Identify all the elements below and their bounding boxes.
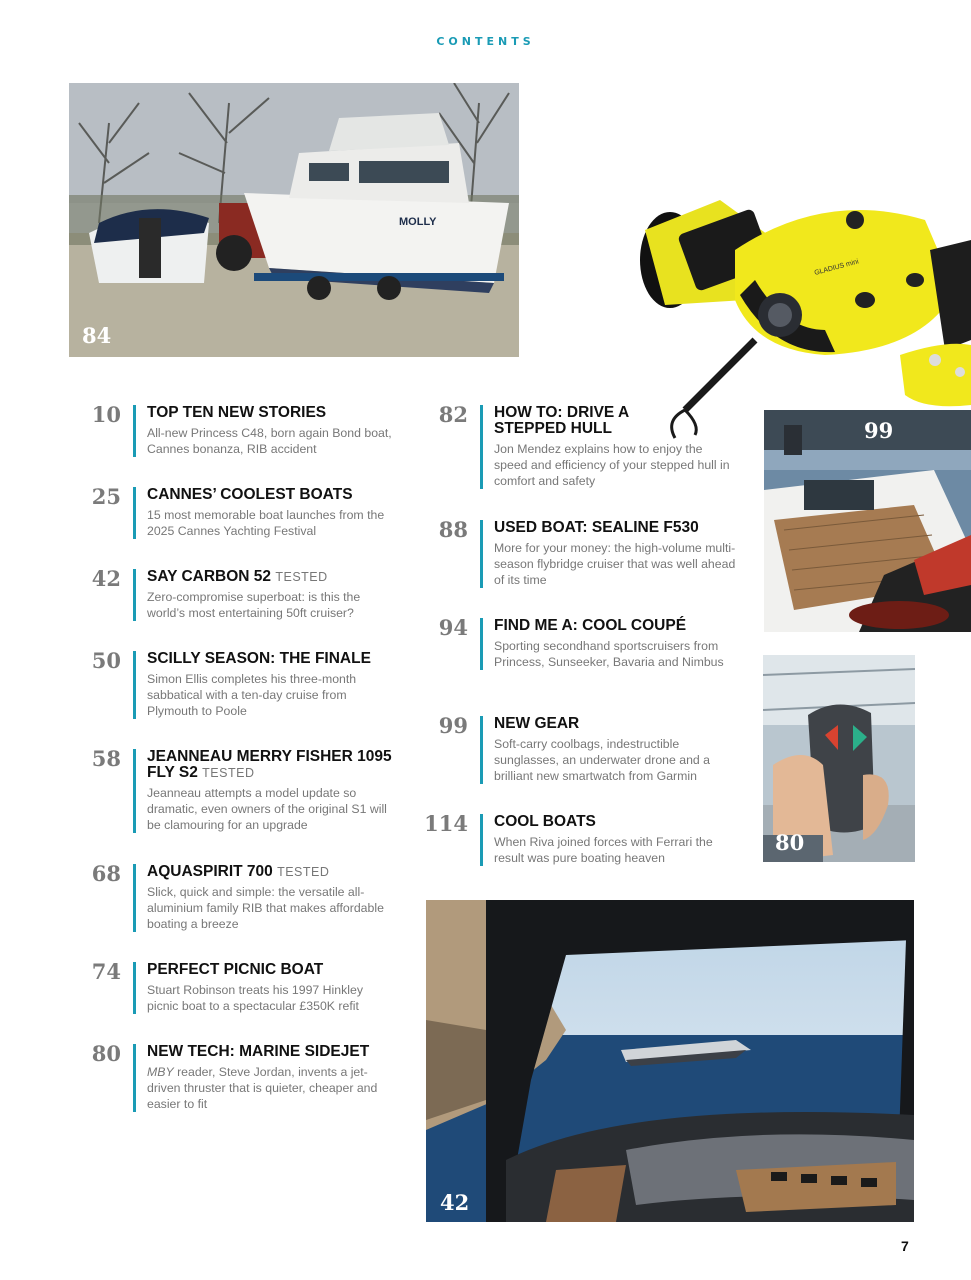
toc-page-number: 42	[91, 566, 121, 591]
toc-description: Stuart Robinson treats his 1997 Hinkley picnic boat to a spectacular £350K refit	[147, 983, 363, 1013]
toc-title: HOW TO: DRIVE A STEPPED HULL	[494, 404, 629, 437]
toc-title: TOP TEN NEW STORIES	[147, 404, 327, 421]
toc-description: Sporting secondhand sportscruisers from Princess, Sunseeker, Bavaria and Nimbus	[494, 639, 724, 669]
magazine-abbrev: MBY	[147, 1065, 174, 1079]
photo-page-number: 80	[775, 830, 805, 855]
toc-item[interactable]	[91, 484, 396, 539]
toc-title: FIND ME A: COOL COUPÉ	[494, 617, 687, 634]
toc-title: USED BOAT: SEALINE F530	[494, 519, 699, 536]
boat-name-text: MOLLY	[399, 216, 437, 228]
toc-title: JEANNEAU MERRY FISHER 1095 FLY S2	[147, 748, 392, 781]
toc-page-number: 25	[91, 484, 121, 509]
toc-description	[147, 1064, 396, 1112]
tested-tag: TESTED	[275, 570, 328, 584]
section-header: CONTENTS	[436, 35, 535, 48]
toc-item[interactable]	[424, 811, 738, 866]
toc-item[interactable]	[91, 566, 396, 621]
toc-item[interactable]	[438, 517, 738, 588]
toc-item[interactable]	[91, 861, 396, 932]
toc-page-number: 82	[438, 402, 468, 427]
toc-description: Zero-compromise superboat: is this the world’s most entertaining 50ft cruiser?	[147, 590, 361, 620]
photo-remote-hand[interactable]	[763, 655, 915, 862]
toc-item[interactable]	[91, 746, 396, 833]
toc-item[interactable]	[91, 648, 396, 719]
toc-page-number: 114	[424, 811, 468, 836]
toc-page-number: 10	[91, 402, 121, 427]
tested-tag: TESTED	[202, 766, 255, 780]
toc-description: Jeanneau attempts a model update so dramatic, even owners of the original S1 will be clamouring for an upgrade	[147, 786, 387, 832]
toc-page-number: 50	[91, 648, 121, 673]
photo-underwater-drone[interactable]	[625, 180, 971, 440]
toc-title: PERFECT PICNIC BOAT	[147, 961, 324, 978]
toc-title: NEW TECH: MARINE SIDEJET	[147, 1043, 370, 1060]
toc-title: SAY CARBON 52	[147, 568, 272, 585]
photo-boat-trailer[interactable]	[69, 83, 519, 357]
toc-description: Slick, quick and simple: the versatile all-aluminium family RIB that makes affordable boating a breeze	[147, 885, 384, 931]
toc-page-number: 74	[91, 959, 121, 984]
toc-page-number: 99	[438, 713, 468, 738]
toc-title: COOL BOATS	[494, 813, 596, 830]
page-number: 7	[901, 1238, 909, 1254]
toc-item[interactable]	[438, 402, 738, 489]
toc-description: When Riva joined forces with Ferrari the result was pure boating heaven	[494, 835, 713, 865]
toc-title: AQUASPIRIT 700	[147, 863, 273, 880]
photo-page-number: 42	[440, 1190, 470, 1215]
toc-page-number: 58	[91, 746, 121, 771]
toc-title: NEW GEAR	[494, 715, 580, 732]
photo-yacht-stern[interactable]	[764, 410, 971, 632]
toc-description-text: reader, Steve Jordan, invents a jet-driven thruster that is quieter, cheaper and easier to fit	[147, 1065, 378, 1111]
toc-page-number: 80	[91, 1041, 121, 1066]
toc-item[interactable]	[91, 959, 396, 1014]
photo-page-number: 99	[864, 418, 894, 443]
toc-title: SCILLY SEASON: THE FINALE	[147, 650, 371, 667]
toc-description: Simon Ellis completes his three-month sabbatical with a ten-day cruise from Plymouth to Poole	[147, 672, 357, 718]
photo-cockpit-sea[interactable]	[426, 900, 914, 1222]
toc-page-number: 68	[91, 861, 121, 886]
toc-description: All-new Princess C48, born again Bond boat, Cannes bonanza, RIB accident	[147, 426, 392, 456]
toc-item[interactable]	[91, 402, 396, 457]
toc-description: Jon Mendez explains how to enjoy the speed and efficiency of your stepped hull in comfort and safety	[494, 442, 730, 488]
toc-description: 15 most memorable boat launches from the 2025 Cannes Yachting Festival	[147, 508, 385, 538]
toc-item[interactable]	[438, 713, 738, 784]
tested-tag: TESTED	[277, 865, 330, 879]
toc-page-number: 94	[438, 615, 468, 640]
toc-description: Soft-carry coolbags, indestructible sunglasses, an underwater drone and a brilliant new smartwatch from Garmin	[494, 737, 711, 783]
toc-item[interactable]	[438, 615, 738, 670]
toc-description: More for your money: the high-volume multi-season flybridge cruiser that was well ahead of its time	[494, 541, 736, 587]
toc-title: CANNES’ COOLEST BOATS	[147, 486, 353, 503]
drone-brand-text: GLADIUS mini	[813, 258, 860, 277]
photo-page-number: 84	[82, 323, 112, 348]
toc-item[interactable]	[91, 1041, 396, 1112]
toc-page-number: 88	[438, 517, 468, 542]
